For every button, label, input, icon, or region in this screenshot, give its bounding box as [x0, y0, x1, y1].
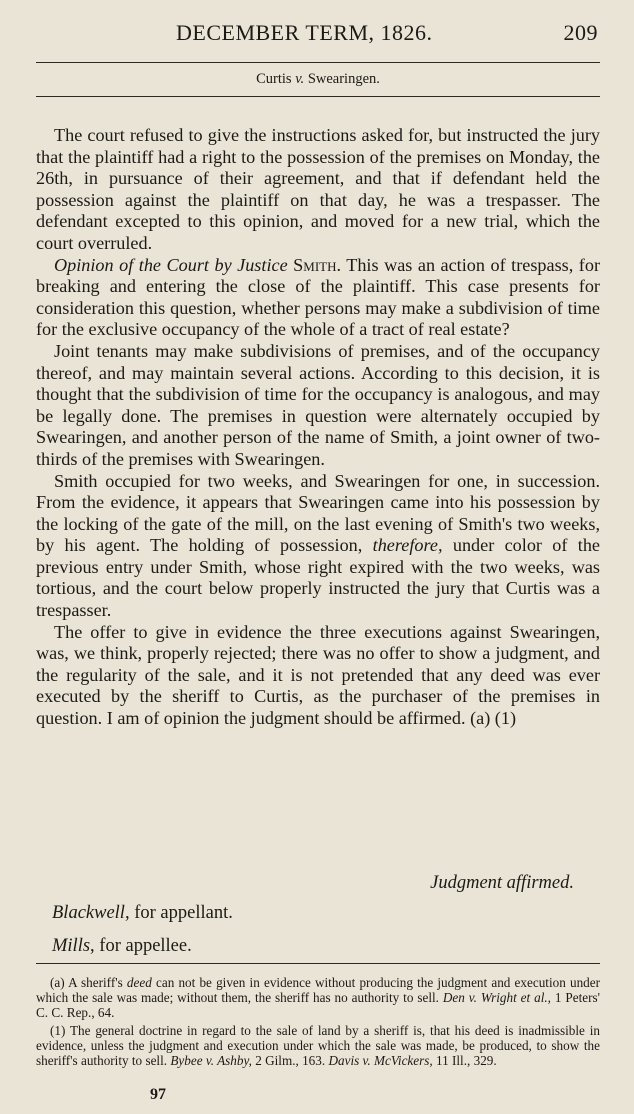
footnote-1-text: The general doctrine in regard to the sale of land by a sheriff is, that his deed is inadmissible in evidence, unless the judgment and execution under which the sale was made, be produced, to show the sheriff's authority to sell.: [36, 1022, 600, 1069]
occupancy-italic: therefore,: [372, 535, 443, 556]
footnote-rule: [36, 963, 600, 964]
footnote-1-case-1: Bybee v. Ashby,: [170, 1053, 252, 1069]
caption-plaintiff: Curtis: [256, 71, 292, 87]
header-rule-top: [36, 62, 600, 63]
footnote-1-marker: (1): [50, 1022, 66, 1038]
appellant-name: Blackwell: [52, 903, 125, 923]
occupancy-text-b: under color of the previous entry under Smith, whose right expired with the two weeks, was tortious, and the court below properly instructed the jury that Curtis was a trespasser.: [36, 535, 600, 621]
paragraph-joint-tenants: Joint tenants may make subdivisions of premises, and of the occupancy thereof, and may maintain several actions. According to this decision, it is thought that the subdivision of time for the occupancy is analogous, and may be legally done. The premises in question were alternately occupied by Swearingen, and another person of the name of Smith, a joint owner of two-thirds of the premises with Swearingen.: [36, 340, 600, 469]
signature-mark: 97: [150, 1086, 166, 1103]
counsel-appellee: [52, 936, 192, 957]
caption-defendant: Swearingen.: [307, 71, 380, 87]
opinion-lead: Opinion of the Court by Justice: [54, 254, 288, 275]
footnote-1: [36, 1023, 600, 1069]
footnotes: [36, 975, 600, 1070]
opinion-intro-text: This was an action of trespass, for breaking and entering the close of the plaintiff. This case presents for consideration this question, whether persons may make a subdivision of time for the exclusive occupancy of the whole of a tract of real estate?: [36, 254, 600, 340]
case-caption: [36, 71, 600, 88]
appellee-name: Mills: [52, 936, 91, 956]
footnote-a-deed: deed: [126, 975, 152, 990]
footnote-a-marker: (a): [50, 975, 65, 990]
paragraph-opinion-intro: [36, 255, 600, 341]
header-rule-bottom: [36, 96, 600, 97]
footnote-1-cite-2: 11 Ill., 329.: [436, 1053, 497, 1069]
occupancy-text-a: Smith occupied for two weeks, and Swearingen for one, in succession. From the evidence, it appears that Swearingen came into his possession by the locking of the gate of the mill, on the last evening of Smith's two weeks, by his agent. The holding of possession,: [36, 470, 600, 556]
paragraph-executions: The offer to give in evidence the three executions against Swearingen, was, we think, properly rejected; there was no offer to show a judgment, and the regularity of the sale, and it is not pretended that any deed was ever executed by the sheriff to Curtis, as the purchaser of the premises in question. I am of opinion the judgment should be affirmed. (a) (1): [36, 621, 600, 729]
running-title: DECEMBER TERM, 1826.: [176, 20, 433, 45]
footnote-a-case: Den v. Wright et al.,: [442, 990, 551, 1006]
justice-name: Smith.: [293, 254, 342, 275]
appellee-role: , for appellee.: [90, 936, 192, 956]
running-head: [36, 18, 600, 48]
page-number: 209: [563, 20, 598, 45]
appellant-role: , for appellant.: [124, 903, 233, 923]
judgment-line: Judgment affirmed.: [430, 873, 574, 893]
counsel-appellant: [52, 903, 233, 924]
paragraph-occupancy: [36, 471, 600, 622]
footnote-a-cite: 1 Peters' C. C. Rep., 64.: [36, 990, 601, 1021]
footnote-a-text-1: A sheriff's: [68, 975, 123, 990]
footnote-1-cite-1: 2 Gilm., 163.: [255, 1053, 326, 1069]
footnote-a: [36, 975, 600, 1021]
footnote-a-text-2: can not be given in evidence without producing the judgment and execution under which the sale was made; without them, the sheriff has no authority to sell.: [36, 975, 600, 1006]
caption-versus: v.: [295, 71, 305, 87]
opinion-body: [36, 125, 600, 730]
footnote-1-case-2: Davis v. McVickers,: [328, 1053, 433, 1069]
paragraph-instructions: The court refused to give the instructions asked for, but instructed the jury that the plaintiff had a right to the possession of the premises on Monday, the 26th, in pursuance of their agreement, and that if defendant held the possession against the plaintiff on that day, he was a trespasser. The defendant excepted to this opinion, and moved for a new trial, which the court overruled.: [36, 125, 600, 253]
